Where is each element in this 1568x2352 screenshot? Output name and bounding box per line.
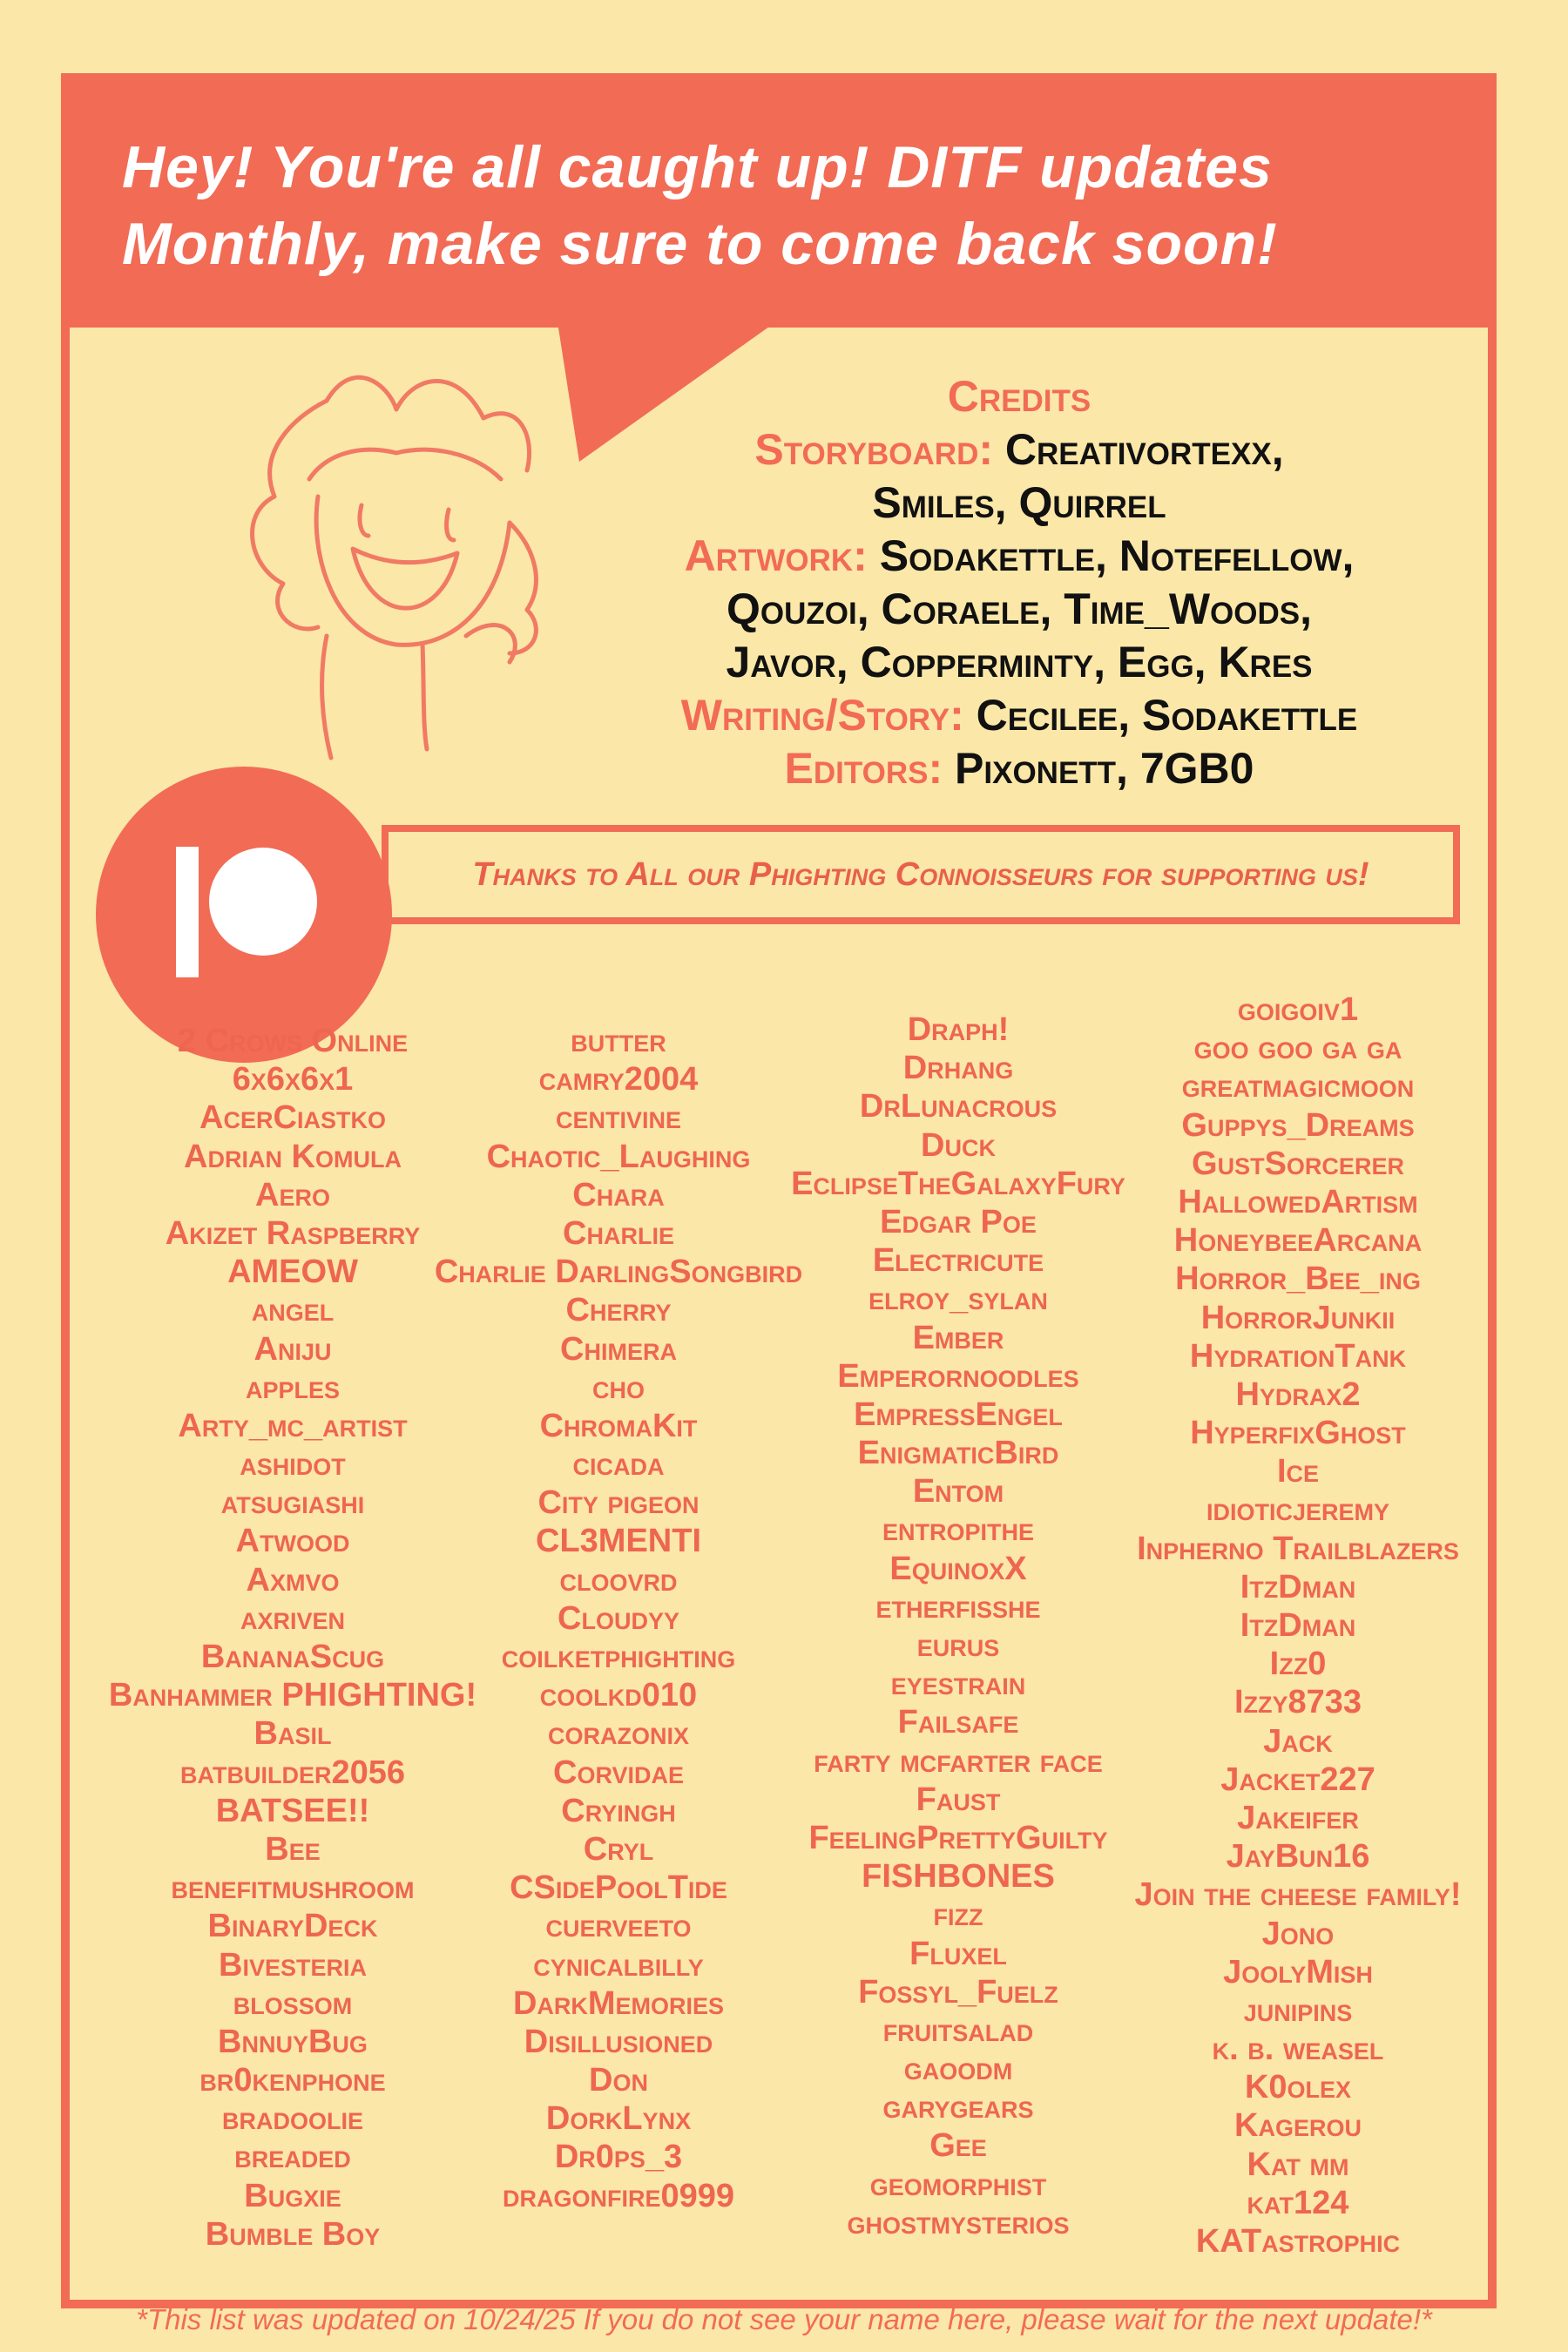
supporter-name: HydrationTank xyxy=(1189,1337,1407,1375)
supporter-name: coilketphighting xyxy=(501,1639,736,1675)
supporter-name: Adrian Komula xyxy=(184,1138,402,1175)
supporter-name: CL3MENTI xyxy=(536,1523,701,1560)
supporter-name: City pigeon xyxy=(537,1484,700,1522)
supporter-name: Horror_Bee_ing xyxy=(1175,1260,1421,1298)
supporter-name: Fossyl_Fuelz xyxy=(858,1973,1058,2011)
supporter-name: idioticjeremy xyxy=(1206,1491,1390,1529)
supporter-name: geomorphist xyxy=(869,2166,1047,2203)
supporter-name: cloovrd xyxy=(559,1561,678,1598)
supporter-name: ItzDman xyxy=(1240,1607,1356,1644)
supporter-name: Dr0ps_3 xyxy=(554,2139,683,2176)
supporter-name: br0kenphone xyxy=(199,2062,386,2099)
supporter-name: elroy_sylan xyxy=(868,1281,1048,1318)
supporter-name: Jacket227 xyxy=(1220,1761,1375,1798)
supporter-name: Duck xyxy=(921,1126,996,1164)
banner-line-1: Hey! You're all caught up! DITF updates xyxy=(122,134,1273,200)
supporter-name: junipins xyxy=(1243,1991,1353,2029)
supporter-name: Arty_mc_artist xyxy=(178,1407,408,1444)
supporter-name: Ember xyxy=(912,1319,1004,1356)
supporter-name: BATSEE!! xyxy=(215,1792,370,1829)
supporter-name: EquinoxX xyxy=(889,1550,1027,1587)
supporter-name: Basil xyxy=(253,1715,332,1753)
supporter-name: eyestrain xyxy=(890,1666,1026,1703)
supporter-name: Kat mm xyxy=(1247,2146,1349,2183)
supporter-name: greatmagicmoon xyxy=(1181,1068,1415,1105)
supporter-name: centivine xyxy=(555,1099,682,1137)
editors-names: Pixonett, 7GB0 xyxy=(955,744,1254,793)
supporter-name: axriven xyxy=(240,1599,346,1637)
thanks-banner xyxy=(382,825,1460,924)
supporter-name: Cryingh xyxy=(561,1792,676,1829)
banner-line-2: Monthly, make sure to come back soon! xyxy=(122,211,1278,277)
supporter-name: Aero xyxy=(255,1176,330,1213)
supporter-name: Bee xyxy=(265,1830,321,1868)
supporter-name: kat124 xyxy=(1247,2184,1349,2221)
writing-names: Cecilee, Sodakettle xyxy=(976,691,1358,740)
supporter-name: Aniju xyxy=(253,1330,332,1368)
supporter-name: BinaryDeck xyxy=(207,1908,378,1945)
supporter-name: etherfisshe xyxy=(875,1588,1041,1625)
supporter-name: Draph! xyxy=(907,1011,1010,1048)
supporter-name: Cryl xyxy=(583,1830,654,1868)
supporter-name: Fluxel xyxy=(909,1935,1007,1972)
artwork-names-3: Javor, Copperminty, Egg, Kres xyxy=(726,638,1313,686)
footer-note: *This list was updated on 10/24/25 If you do not see your name here, please wait for the next update!* xyxy=(136,2303,1432,2335)
supporter-name: atsugiashi xyxy=(220,1484,365,1522)
supporter-name: ItzDman xyxy=(1240,1568,1356,1605)
supporter-name: Cloudyy xyxy=(558,1599,679,1637)
supporter-name: apples xyxy=(245,1369,341,1406)
supporter-name: ChromaKit xyxy=(539,1407,698,1444)
supporter-name: Chara xyxy=(572,1176,665,1213)
supporter-name: Failsafe xyxy=(897,1704,1019,1741)
supporter-name: benefitmushroom xyxy=(171,1869,415,1907)
supporter-name: Chimera xyxy=(560,1330,677,1368)
supporter-name: Faust xyxy=(916,1781,1001,1818)
supporter-name: Cherry xyxy=(565,1292,672,1329)
supporter-name: DrLunacrous xyxy=(859,1088,1058,1125)
supporter-name: Edgar Poe xyxy=(880,1203,1037,1240)
supporter-name: batbuilder2056 xyxy=(179,1754,406,1791)
supporter-name: 6x6x6x1 xyxy=(232,1061,354,1098)
supporter-name: 2 Crows Online xyxy=(177,1023,409,1059)
supporter-name: Jono xyxy=(1261,1915,1335,1952)
supporter-name: k. b. weasel xyxy=(1212,2031,1384,2068)
supporter-name: Bugxie xyxy=(244,2177,341,2214)
artwork-names: Sodakettle, Notefellow, xyxy=(879,531,1355,580)
supporter-name: garygears xyxy=(882,2089,1034,2126)
supporter-name: Ice xyxy=(1276,1453,1320,1490)
artwork-names-2: Qouzoi, Coraele, Time_Woods, xyxy=(727,585,1312,633)
supporter-name: DarkMemories xyxy=(512,1984,725,2022)
supporter-name: Emperornoodles xyxy=(837,1357,1079,1395)
supporter-name: Atwood xyxy=(235,1523,350,1560)
storyboard-names-2: Smiles, Quirrel xyxy=(872,478,1166,527)
supporter-name: corazonix xyxy=(548,1715,689,1753)
supporter-name: AMEOW xyxy=(227,1254,358,1291)
supporter-name: coolkd010 xyxy=(539,1677,698,1714)
supporter-name: EmpressEngel xyxy=(854,1396,1063,1433)
supporter-name: DorkLynx xyxy=(545,2100,692,2138)
supporter-name: Guppys_Dreams xyxy=(1181,1106,1415,1144)
supporter-name: cuerveeto xyxy=(545,1908,692,1945)
supporter-name: angel xyxy=(251,1292,335,1329)
supporter-name: gaoodm xyxy=(903,2051,1013,2088)
supporter-name: dragonfire0999 xyxy=(502,2177,735,2214)
supporter-name: cho xyxy=(592,1369,645,1406)
supporter-name: cicada xyxy=(572,1446,665,1484)
supporter-name: JoolyMish xyxy=(1223,1953,1373,1990)
supporter-name: Jakeifer xyxy=(1237,1799,1359,1836)
patreon-logo-icon xyxy=(96,767,392,1063)
supporter-name: butter xyxy=(571,1023,666,1059)
speech-banner xyxy=(61,73,1497,328)
supporter-name: Charlie DarlingSongbird xyxy=(434,1254,803,1291)
supporter-name: K0olex xyxy=(1244,2069,1352,2106)
supporter-name: cynicalbilly xyxy=(533,1946,704,1984)
supporter-name: EclipseTheGalaxyFury xyxy=(791,1165,1125,1202)
storyboard-names: Creativortexx, xyxy=(1004,425,1284,474)
supporter-name: KATastrophic xyxy=(1195,2223,1401,2260)
supporter-name: HorrorJunkii xyxy=(1200,1299,1396,1336)
supporter-name: Inpherno Trailblazers xyxy=(1137,1530,1459,1567)
editors-label: Editors: xyxy=(784,744,943,793)
supporter-name: Bivesteria xyxy=(219,1946,367,1984)
supporters-column-4 xyxy=(1089,990,1507,2261)
supporter-name: BnnuyBug xyxy=(218,2023,368,2060)
supporter-name: Izzy8733 xyxy=(1233,1684,1362,1721)
supporter-name: breaded xyxy=(234,2139,351,2176)
supporter-name: Axmvo xyxy=(246,1561,340,1598)
supporter-name: farty mcfarter face xyxy=(814,1742,1103,1780)
supporter-name: CSidePoolTide xyxy=(510,1869,727,1907)
supporter-name: Don xyxy=(589,2062,648,2099)
supporter-name: HoneybeeArcana xyxy=(1173,1222,1423,1260)
supporter-name: Electricute xyxy=(872,1242,1044,1280)
supporter-name: Jack xyxy=(1263,1722,1333,1760)
credits-heading: Credits xyxy=(947,372,1092,421)
supporter-name: Gee xyxy=(929,2127,987,2165)
supporter-name: Bumble Boy xyxy=(205,2215,381,2253)
writing-label: Writing/Story: xyxy=(680,691,964,740)
supporter-name: HyperfixGhost xyxy=(1190,1415,1406,1452)
supporter-name: Izz0 xyxy=(1269,1646,1327,1683)
supporter-name: FeelingPrettyGuilty xyxy=(808,1819,1108,1856)
supporter-name: camry2004 xyxy=(538,1061,699,1098)
supporter-name: Banhammer PHIGHTING! xyxy=(108,1677,477,1714)
supporter-name: JayBun16 xyxy=(1226,1838,1370,1876)
supporter-name: BananaScug xyxy=(200,1639,385,1675)
supporter-name: fruitsalad xyxy=(882,2011,1034,2049)
thanks-text: Thanks to All our Phighting Connoisseurs for supporting us! xyxy=(472,855,1369,893)
supporter-name: AcerCiastko xyxy=(199,1099,386,1137)
supporter-name: GustSorcerer xyxy=(1192,1145,1404,1182)
supporter-name: bradoolie xyxy=(222,2100,363,2138)
supporter-name: HallowedArtism xyxy=(1178,1183,1418,1220)
supporter-name: Chaotic_Laughing xyxy=(486,1138,751,1175)
artwork-label: Artwork: xyxy=(684,531,868,580)
supporter-name: Entom xyxy=(912,1473,1004,1511)
supporters-column-2 xyxy=(409,1022,828,2215)
supporter-name: eurus xyxy=(916,1627,1000,1664)
supporter-name: goigoiv1 xyxy=(1237,991,1359,1028)
supporter-name: Drhang xyxy=(902,1050,1014,1087)
supporter-name: EnigmaticBird xyxy=(857,1435,1059,1472)
supporter-name: Hydrax2 xyxy=(1235,1375,1361,1413)
supporter-name: Join the cheese family! xyxy=(1134,1876,1462,1914)
supporter-name: fizz xyxy=(933,1896,983,1934)
supporter-name: FISHBONES xyxy=(862,1858,1055,1896)
supporter-name: entropithe xyxy=(882,1511,1034,1549)
supporter-name: Corvidae xyxy=(553,1754,684,1791)
supporter-name: ghostmysterios xyxy=(847,2204,1070,2241)
supporter-name: Disillusioned xyxy=(524,2023,713,2060)
supporter-name: blossom xyxy=(233,1984,353,2022)
storyboard-label: Storyboard: xyxy=(754,425,994,474)
supporter-name: goo goo ga ga xyxy=(1193,1030,1402,1067)
supporter-name: Charlie xyxy=(563,1214,674,1252)
supporter-name: Akizet Raspberry xyxy=(165,1214,421,1252)
supporter-name: Kagerou xyxy=(1234,2107,1362,2145)
credits-block xyxy=(523,370,1516,795)
supporter-name: ashidot xyxy=(240,1446,346,1484)
